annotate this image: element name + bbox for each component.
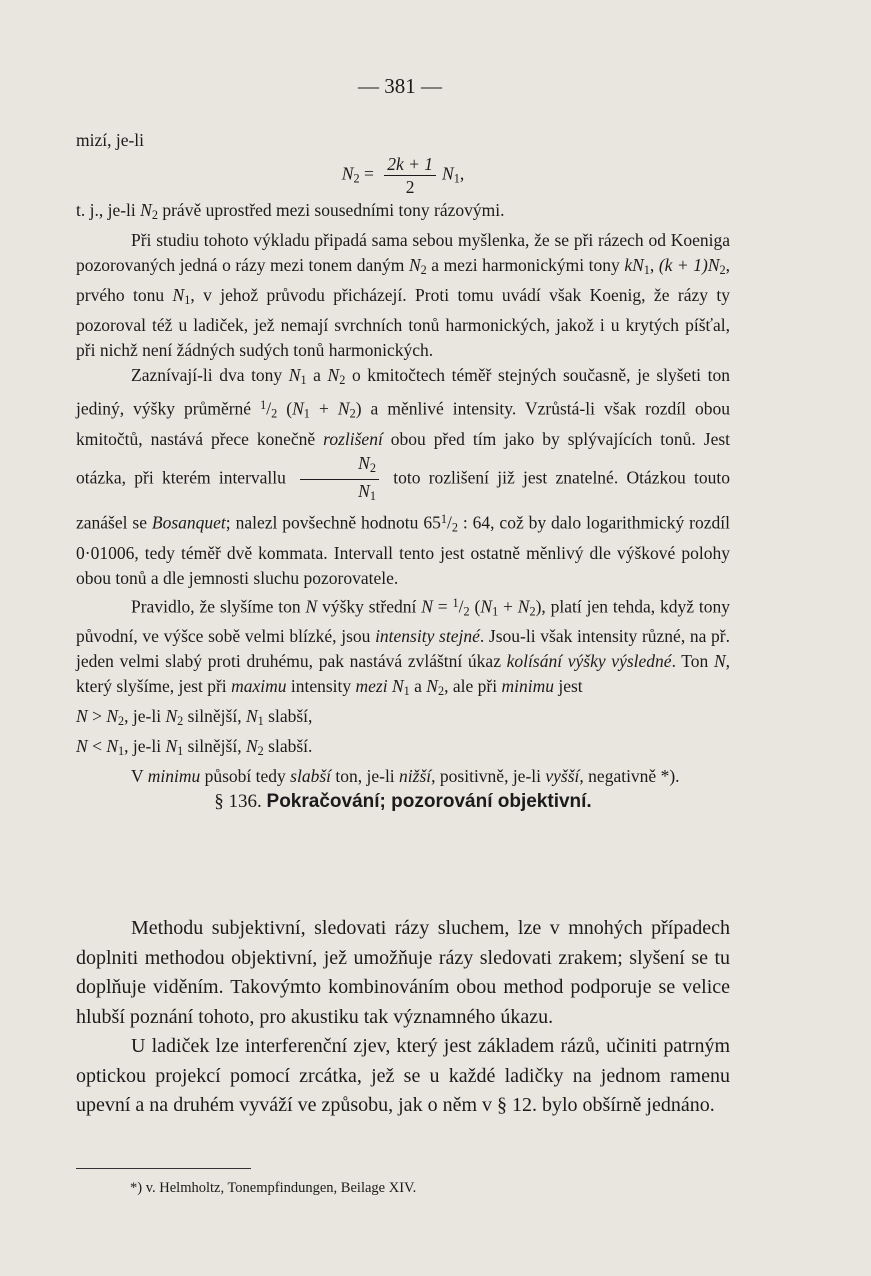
text: . Ton xyxy=(671,651,714,672)
text: , xyxy=(649,255,659,276)
math-op: < xyxy=(87,736,107,757)
text: , je-li xyxy=(124,736,166,757)
math-sub: 2 xyxy=(437,684,445,699)
italic-term: rozlišení xyxy=(323,428,383,449)
text: intensity xyxy=(286,676,356,697)
italic-term: maximu xyxy=(231,676,287,697)
math-var: N xyxy=(76,736,88,757)
math-var: N xyxy=(165,706,178,727)
text: silnější, xyxy=(183,736,246,757)
text: ( xyxy=(469,596,481,616)
text: + xyxy=(498,596,518,616)
text: o kmitočtech téměř stejných současně, je slyšeti ton jediný, výšky průměrné xyxy=(76,365,730,419)
italic-term: minimu xyxy=(147,766,201,787)
math-sub: 2 xyxy=(451,520,458,535)
math-var: N xyxy=(106,706,118,727)
math-var: N xyxy=(245,736,258,757)
text: Při studiu tohoto výkladu připadá sama sebou myšlenka, že se při rázech od Koeniga pozorovaných jedná o rázy mezi tonem daným xyxy=(76,230,730,276)
text: , negativně *). xyxy=(579,766,680,787)
text: toto rozlišení již jest znatelné. Otázkou touto zanášel se xyxy=(76,467,730,533)
math-sub: 1 xyxy=(257,714,264,729)
text: , positivně, je-li xyxy=(431,766,546,787)
math-sub: 2 xyxy=(257,744,264,759)
text: Pravidlo, že slyšíme ton xyxy=(131,596,306,616)
paragraph-4: Pravidlo, že slyšíme ton N výšky střední $N = ^1/_2$ $(N_1 + N_2)$, platí jen tehda, když tony původní, ve výšce sobě velmi blízké, jsou intensity stejné. Jsou-li však intensity různé, na př. jeden velmi slabý proti druhému, pak nastává zvláštní úkaz kolísání výšky výsledné. Ton N, který slyšíme, jest při maximu intensity mezi $N_1$ a $N_2$, ale při minimu jest xyxy=(76,595,731,699)
text: a xyxy=(306,365,328,386)
interval-fraction xyxy=(300,452,379,507)
text: právě uprostřed mezi sousedními tony rázovými. xyxy=(157,200,505,220)
eq-var: N xyxy=(341,163,354,184)
math-var: N xyxy=(358,452,370,473)
text: silnější, xyxy=(183,706,246,727)
math-sub: 1 xyxy=(369,488,376,503)
math-sub: 2 xyxy=(339,373,346,388)
math-var: N xyxy=(337,398,350,419)
paragraph-6: Methodu subjektivní, sledovati rázy sluchem, lze v mnohých případech doplniti methodou objektivní, jež umožňuje rázy sledovati zrakem; slyšení se tu doplňuje viděním. Takovýmto kombinováním obou method podporuje se velice hlubší poznání tohoto, pro akustiku tak významného úkazu. xyxy=(76,917,730,1028)
math-sup: 1 xyxy=(440,511,447,526)
math-sub: 1 xyxy=(303,406,310,421)
paragraph-intro xyxy=(76,128,730,153)
math-var: N xyxy=(172,285,185,306)
fraction-numerator: 2k + 1 xyxy=(384,153,436,176)
text: a mezi harmonickými tony xyxy=(426,255,625,276)
text: a xyxy=(409,676,427,697)
eq-var: N xyxy=(442,163,454,184)
math-sub: 2 xyxy=(719,263,726,278)
text: , v jehož průvodu přicházejí. Proti tomu uvádí však Koenig, že rázy ty pozoroval též u ladiček, jež nemají svrchních tonů harmonických, jakož i u krytých píšťal, při nichž není žádných sudých tonů harmonických. xyxy=(76,285,730,361)
math-var: N xyxy=(480,596,493,616)
math-sub: 1 xyxy=(118,744,125,759)
text: , ale při xyxy=(444,676,502,697)
text: slabší, xyxy=(263,706,313,727)
math-var: N xyxy=(288,365,301,386)
text: ( xyxy=(277,398,293,419)
italic-term: kolísání výšky výsledné xyxy=(506,651,672,672)
math-var: N xyxy=(713,651,726,672)
math-var: N xyxy=(165,736,178,757)
italic-term: slabší xyxy=(290,766,331,787)
math-sub: 2 xyxy=(369,460,376,475)
math-sub: 1 xyxy=(403,684,410,699)
section-number: § 136. xyxy=(214,791,262,813)
math-var: kN xyxy=(624,255,644,276)
text: Zaznívají-li dva tony xyxy=(131,365,289,386)
math-var: N xyxy=(140,200,152,220)
paragraph-3: Zaznívají-li dva tony $N_1$ a $N_2$ o kmitočtech téměř stejných současně, je slyšeti ton jediný, výšky průměrné $^1/_2$ $(N_1 + N_2)$ a měnlivé intensity. Vzrůstá-li však rozdíl obou kmitočtů, nastává přece konečně rozlišení obou před tím jako by splývajících tonů. Jest otázka, při kterém intervallu $\frac{N_2}{N_1}$ toto rozlišení již jest znatelné. Otázkou touto zanášel se Bosanquet; nalezl povšechně hodnotu $65^1/_2$ : 64, což by dalo logarithmický rozdíl 0·01006, tedy téměř dvě kommata. Intervall tento jest ostatně měnlivý dle výškové polohy obou tonů a dle jemnosti sluchu pozorovatele. xyxy=(76,365,731,588)
paragraph-tj xyxy=(76,198,730,228)
math-var: N xyxy=(305,596,318,616)
math-sub: 2 xyxy=(349,406,356,421)
math-var: N xyxy=(358,480,370,501)
math-var: N xyxy=(517,596,530,616)
text: působí tedy xyxy=(200,766,291,787)
math-var: N xyxy=(426,676,438,697)
body-text-large xyxy=(76,914,730,1121)
math-sub: 1 xyxy=(177,744,184,759)
text: , který slyšíme, jest při xyxy=(76,651,731,697)
math-sub: 2 xyxy=(271,406,278,421)
text: V xyxy=(131,766,148,787)
section-title: Pokračování; pozorování objektivní. xyxy=(266,791,592,813)
italic-term: vyšší xyxy=(545,766,580,787)
math-sup: 1 xyxy=(260,398,267,413)
page-number: — 381 — xyxy=(358,74,442,98)
math-sub: 2 xyxy=(118,714,125,729)
text: , prvého tonu xyxy=(76,255,731,306)
math-var: N xyxy=(327,365,340,386)
math-sub: 2 xyxy=(463,604,470,619)
italic-term: intensity stejné xyxy=(375,626,480,647)
math-sub: 1 xyxy=(492,604,499,619)
text: jest xyxy=(553,676,583,697)
math-var: N xyxy=(421,596,433,616)
math-sub: 2 xyxy=(151,208,158,223)
text: obou před tím jako by splývajících tonů. Jest otázka, při kterém intervallu xyxy=(76,428,731,488)
italic-term: nižší xyxy=(399,766,432,787)
math-var: (k + 1)N xyxy=(658,255,720,276)
fraction-denominator: 2 xyxy=(405,177,415,197)
equation-1 xyxy=(76,153,730,198)
text: t. j., je-li xyxy=(76,200,141,220)
italic-term: mezi xyxy=(355,676,388,697)
text: = xyxy=(432,596,453,616)
text: slabší. xyxy=(263,736,313,757)
math-var: N xyxy=(408,255,421,276)
text: ton, je-li xyxy=(331,766,400,787)
math-var: N xyxy=(76,706,88,727)
italic-term: minimu xyxy=(501,676,554,697)
footnote-divider xyxy=(76,1168,251,1169)
paragraph-2 xyxy=(76,228,730,363)
text: ; nalezl povšechně hodnotu 65 xyxy=(225,512,441,533)
math-sub: 1 xyxy=(184,293,191,308)
text: ), platí jen tehda, když tony původní, ve výšce sobě velmi blízké, jsou xyxy=(76,596,731,647)
math-sub: 1 xyxy=(643,263,650,278)
eq-sub: 1 xyxy=(453,171,460,186)
math-var: N xyxy=(245,706,258,727)
text: výšky střední xyxy=(317,596,422,616)
math-sub: 2 xyxy=(529,604,536,619)
italic-term: Bosanquet xyxy=(151,512,226,533)
body-text-small xyxy=(76,128,730,814)
text: mizí, je-li xyxy=(76,130,145,150)
math-op: > xyxy=(87,706,107,727)
math-sub: 2 xyxy=(420,263,427,278)
math-sup: 1 xyxy=(452,595,459,610)
inequality-2 xyxy=(76,734,730,764)
eq-sign: = xyxy=(359,163,379,184)
inequality-1 xyxy=(76,704,730,734)
math-sub: 2 xyxy=(177,714,184,729)
math-var: N xyxy=(292,398,304,419)
text: . Jsou-li však intensity různé, na př. jeden velmi slabý proti druhému, pak nastává zvláštní úkaz xyxy=(76,626,731,672)
fraction-numerator xyxy=(300,452,379,480)
math-var: N xyxy=(391,676,404,697)
fraction xyxy=(384,153,436,198)
text: + xyxy=(309,398,338,419)
fraction-denominator xyxy=(300,480,379,507)
text: , je-li xyxy=(124,706,166,727)
paragraph-5 xyxy=(76,764,730,789)
eq-punct: , xyxy=(459,163,465,184)
math-var: N xyxy=(106,736,118,757)
paragraph-7: U ladiček lze interferenční zjev, který jest základem rázů, učiniti patrným optickou projekcí pomocí zrcátka, jež se u každé ladičky na jednom ramenu upevní a na druhém vyváží ve způsobu, jak o něm v § 12. bylo obšírně jednáno. xyxy=(76,1035,730,1116)
section-heading xyxy=(76,789,730,814)
text: : 64, což by dalo logarithmický rozdíl 0·01006, tedy téměř dvě kommata. Intervall tento jest ostatně měnlivý dle výškové polohy obou tonů a dle jemnosti sluchu pozorovatele. xyxy=(76,512,730,588)
text: ) a měnlivé intensity. Vzrůstá-li však rozdíl obou kmitočtů, nastává přece konečně xyxy=(76,398,731,449)
eq-sub: 2 xyxy=(353,171,360,186)
footnote: *) v. Helmholtz, Tonempfindungen, Beilage XIV. xyxy=(130,1180,417,1196)
math-sub: 1 xyxy=(300,373,307,388)
